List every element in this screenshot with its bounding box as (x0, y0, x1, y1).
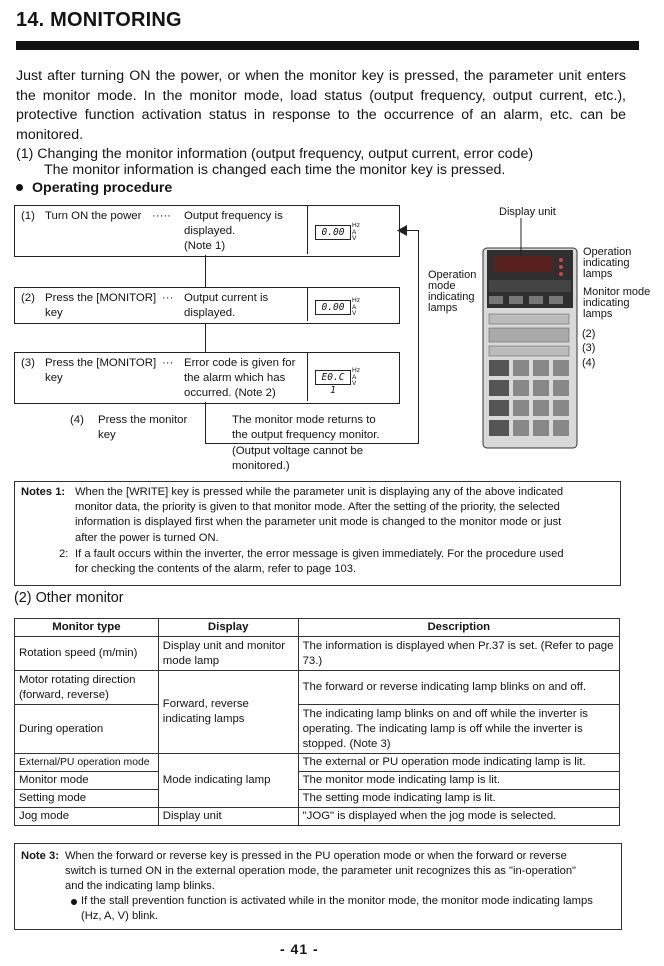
step-2-units (352, 298, 360, 318)
step-3-action: Press the [MONITOR] (45, 357, 157, 369)
procedure-heading-text: Operating procedure (32, 180, 173, 196)
display-unit-label: Display unit (499, 206, 556, 218)
step-3-action-2: key (45, 372, 63, 384)
operation-mode-lamps-label (428, 270, 476, 314)
note-3-bullet-line: (Hz, A, V) blink. (81, 910, 159, 923)
label-line: Operation (428, 269, 477, 281)
unit-v: V (352, 310, 357, 318)
header-description: Description (298, 619, 619, 637)
label-line: Operation (583, 246, 632, 258)
step-4-action-2: key (98, 429, 116, 441)
note-3-label: Note 3: (21, 850, 59, 862)
table-row (15, 705, 620, 754)
ref-label-3: (3) (582, 342, 596, 354)
unit-v: V (352, 235, 357, 243)
note-1 (75, 485, 615, 546)
table-row (15, 637, 620, 671)
step-1-result-3: (Note 1) (184, 240, 226, 252)
step-1-num: (1) (21, 210, 35, 222)
label-line: mode (428, 280, 456, 292)
title-rule (16, 41, 639, 50)
cell-display: Mode indicating lamp (158, 754, 298, 808)
step-3-dots: ··· (162, 357, 174, 369)
step-3-lcd: E0.C 1 (315, 370, 351, 385)
loop-connector-down (205, 402, 206, 444)
step-1-lcd: 0.00 (315, 225, 351, 240)
arrow-left-icon (397, 225, 407, 236)
bullet-dot-icon (16, 184, 23, 191)
step-3-result-3: occurred. (Note 2) (184, 387, 276, 399)
monitor-mode-lamps-label (583, 287, 650, 320)
unit-hz: Hz (352, 367, 360, 374)
note-3-line: When the forward or reverse key is pressed in the PU operation mode or when the forward or reverse (65, 850, 567, 862)
intro-paragraph: Just after turning ON the power, or when the monitor key is pressed, the parameter unit enters the monitor mode. In the monitor mode, load status (output frequency, output current, etc.), protective function activation status in response to the occurrence of an alarm, etc. can be monitored. (16, 68, 626, 143)
note-3-text (65, 849, 617, 895)
table-row (15, 808, 620, 826)
label-line: lamps (583, 268, 613, 280)
table-row (15, 754, 620, 772)
step-3-result-2: the alarm which has (184, 372, 286, 384)
step-4-action-1: Press the monitor (98, 414, 188, 426)
cell-description: "JOG" is displayed when the jog mode is selected. (298, 808, 619, 826)
step-2-lcd: 0.00 (315, 300, 351, 315)
step-2-num: (2) (21, 292, 35, 304)
step-1-divider (307, 206, 308, 254)
cell-description: The setting mode indicating lamp is lit. (298, 790, 619, 808)
step-3-box (14, 352, 400, 404)
cell-type: Motor rotating direction (forward, reverse) (15, 671, 159, 705)
step-1-box (14, 205, 400, 257)
cell-display: Forward, reverse indicating lamps (158, 671, 298, 754)
cell-description: The indicating lamp blinks on and off while the inverter is operating. The indicating lamp is off while the inverter is stopped. (Note 3) (298, 705, 619, 754)
table-row (15, 772, 620, 790)
unit-hz: Hz (352, 222, 360, 229)
step-4-result-4: monitored.) (232, 460, 290, 472)
note-1-line: monitor data, the priority is given to that monitor mode. After the setting of the priority, the selected (75, 501, 560, 514)
table-header-row (15, 619, 620, 637)
label-line: Monitor mode (583, 286, 651, 298)
section-2-heading: (2) Other monitor (14, 590, 124, 606)
unit-a: A (352, 228, 357, 236)
section-1-heading: (1) Changing the monitor information (output frequency, output current, error code) (16, 146, 534, 162)
step-3-result-1: Error code is given for (184, 357, 296, 369)
step-2-action-2: key (45, 307, 63, 319)
note-3-line: and the indicating lamp blinks. (65, 880, 215, 893)
step-4-result-2: the output frequency monitor. (232, 429, 380, 441)
step-2-result-1: Output current is (184, 292, 269, 304)
unit-a: A (352, 373, 357, 381)
note-2-line: If a fault occurs within the inverter, the error message is given immediately. For the procedure used (75, 548, 564, 560)
step-2-action: Press the [MONITOR] (45, 292, 157, 304)
ref-label-2: (2) (582, 328, 596, 340)
notes-box (14, 481, 621, 586)
note-3-line: switch is turned ON in the external operation mode, the parameter unit recognizes this as "in-operation" (65, 865, 577, 878)
notes-label-2: 2: (59, 548, 69, 560)
note-3-bullet-line: If the stall prevention function is activated while in the monitor mode, the monitor mode indicating lamps (81, 895, 593, 907)
procedure-heading (16, 180, 172, 196)
cell-description: The external or PU operation mode indicating lamp is lit. (298, 754, 619, 772)
table-row (15, 671, 620, 705)
cell-type: External/PU operation mode (15, 754, 159, 772)
page-title: 14. MONITORING (16, 9, 182, 31)
header-display: Display (158, 619, 298, 637)
step-1-result-1: Output frequency is (184, 210, 283, 222)
notes-label: Notes 1: (21, 486, 66, 498)
note-3-bullet (81, 894, 619, 924)
bullet-dot-icon (71, 899, 77, 905)
label-line: indicating (428, 291, 475, 303)
unit-a: A (352, 303, 357, 311)
loop-connector-up (418, 230, 419, 444)
step-2-dots: ··· (162, 292, 174, 304)
note-3-box (14, 843, 622, 930)
cell-description: The forward or reverse indicating lamp blinks on and off. (298, 671, 619, 705)
cell-display: Display unit and monitor mode lamp (158, 637, 298, 671)
note-2 (75, 547, 615, 577)
step-1-action: Turn ON the power (45, 210, 142, 222)
step-3-num: (3) (21, 357, 35, 369)
step-4-num: (4) (70, 414, 84, 426)
cell-type: Jog mode (15, 808, 159, 826)
header-monitor-type: Monitor type (15, 619, 159, 637)
step-4-result-3: (Output voltage cannot be (232, 445, 364, 457)
step-4-result-1: The monitor mode returns to (232, 414, 376, 426)
section-1-subtext: The monitor information is changed each time the monitor key is pressed. (44, 162, 506, 178)
step-1-units (352, 223, 360, 243)
label-line: lamps (428, 302, 458, 314)
flow-connector-1 (205, 255, 206, 287)
table-row (15, 790, 620, 808)
step-2-box (14, 287, 400, 324)
step-3-units (352, 368, 360, 388)
cell-type: Rotation speed (m/min) (15, 637, 159, 671)
label-line: lamps (583, 308, 613, 320)
cell-description: The information is displayed when Pr.37 is set. (Refer to page 73.) (298, 637, 619, 671)
step-2-divider (307, 288, 308, 321)
unit-hz: Hz (352, 297, 360, 304)
cell-type: Monitor mode (15, 772, 159, 790)
note-1-line: information is displayed first when the parameter unit mode is changed to the monitor mode or just (75, 516, 562, 529)
label-line: indicating (583, 257, 630, 269)
cell-type: Setting mode (15, 790, 159, 808)
cell-type: During operation (15, 705, 159, 754)
cell-description: The monitor mode indicating lamp is lit. (298, 772, 619, 790)
step-2-result-2: displayed. (184, 307, 236, 319)
note-1-line: When the [WRITE] key is pressed while the parameter unit is displaying any of the above indicated (75, 486, 564, 498)
cell-display: Display unit (158, 808, 298, 826)
step-1-result-2: displayed. (184, 225, 236, 237)
flow-connector-2 (205, 323, 206, 352)
label-line: indicating (583, 297, 630, 309)
operation-indicating-lamps-label (583, 247, 631, 280)
step-1-dots: ····· (152, 210, 171, 222)
other-monitor-table (14, 618, 620, 826)
parameter-unit-illustration (481, 218, 579, 450)
unit-v: V (352, 380, 357, 388)
note-1-line: after the power is turned ON. (75, 531, 219, 544)
note-2-line: for checking the contents of the alarm, refer to page 103. (75, 563, 357, 576)
step-3-divider (307, 353, 308, 401)
page-number: - 41 - (280, 941, 319, 957)
ref-label-4: (4) (582, 357, 596, 369)
